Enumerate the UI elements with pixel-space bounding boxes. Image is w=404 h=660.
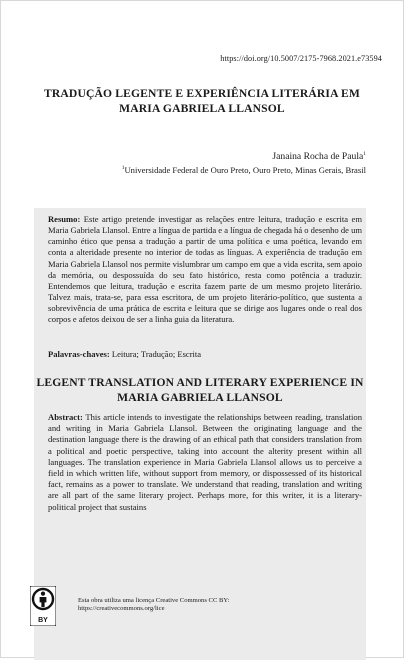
license-line-1: Esta obra utiliza uma licença Creative Commons CC BY: <box>78 597 230 604</box>
cc-badge-label: BY <box>38 617 48 624</box>
resumo-text: Este artigo pretende investigar as relações entre leitura, tradução e escrita em Maria Gabriela Llansol. Entre a língua de partida e a língua de chegada há o desenho de um caminho ético que pensa a tradução a partir de uma política e uma poética, levando em conta a alteridade presente no interior de todas as línguas. A experiência de tradução em Maria Gabriela Llansol nos permite vislumbrar um campo em que a vida escrita, sem apoio da memória, ou despossuída do seu fato histórico, resta como potência a traduzir. Entendemos que leitura, tradução e escrita fazem parte de um mesmo projeto literário. Talvez mais, trata-se, para essa escritora, de um projeto literário-político, que sustenta a sobrevivência de uma prática de escrita e leitura que se dirige aos lugares onde o real dos corpos e afetos deixou de ser a linha guia da literatura. <box>48 214 362 325</box>
resumo-paragraph <box>48 214 362 326</box>
abstract-label: Abstract: <box>48 412 83 422</box>
keywords-text: Leitura; Tradução; Escrita <box>111 349 202 359</box>
creative-commons-attribution-icon[interactable] <box>30 586 56 626</box>
resumo-label: Resumo: <box>48 214 81 224</box>
affiliation-footnote-mark: 1 <box>121 165 125 172</box>
author-affiliation <box>122 165 366 175</box>
affiliation-text: Universidade Federal de Ouro Preto, Ouro Preto, Minas Gerais, Brasil <box>124 165 366 175</box>
author-name-text: Janaina Rocha de Paula <box>272 151 364 163</box>
license-notice <box>78 597 229 613</box>
abstract-paragraph <box>48 412 362 564</box>
author-name <box>272 151 366 162</box>
keywords-label: Palavras-chaves: <box>48 349 110 359</box>
article-title-pt: TRADUÇÃO LEGENTE E EXPERIÊNCIA LITERÁRIA EM MARIA GABRIELA LLANSOL <box>44 87 360 115</box>
article-title-en: LEGENT TRANSLATION AND LITERARY EXPERIENCE IN MARIA GABRIELA LLANSOL <box>36 376 364 404</box>
author-footnote-mark: 1 <box>363 151 366 157</box>
abstract-text: This article intends to investigate the relationships between reading, translation and writing in Maria Gabriela Llansol. Between the originating language and the destination language there is the drawing of an ethical path that considers translation from a political and poetic perspective, taking into account the alterity present within all languages. The translation experience in Maria Gabriela Llansol allows us to perceive a field in which written life, without support from memory, or dispossessed of its historical fact, remains as a power to translate. We understand that reading, translation and writing are all part of the same literary project. Perhaps more, for this writer, it is a literary-political project that sustains <box>48 412 362 512</box>
keywords-line <box>48 349 362 360</box>
license-url[interactable]: https://creativecommons.org/lice <box>78 605 165 613</box>
doi-link[interactable]: https://doi.org/10.5007/2175-7968.2021.e73594 <box>220 54 382 63</box>
cc-by-badge-graphic <box>30 586 56 626</box>
